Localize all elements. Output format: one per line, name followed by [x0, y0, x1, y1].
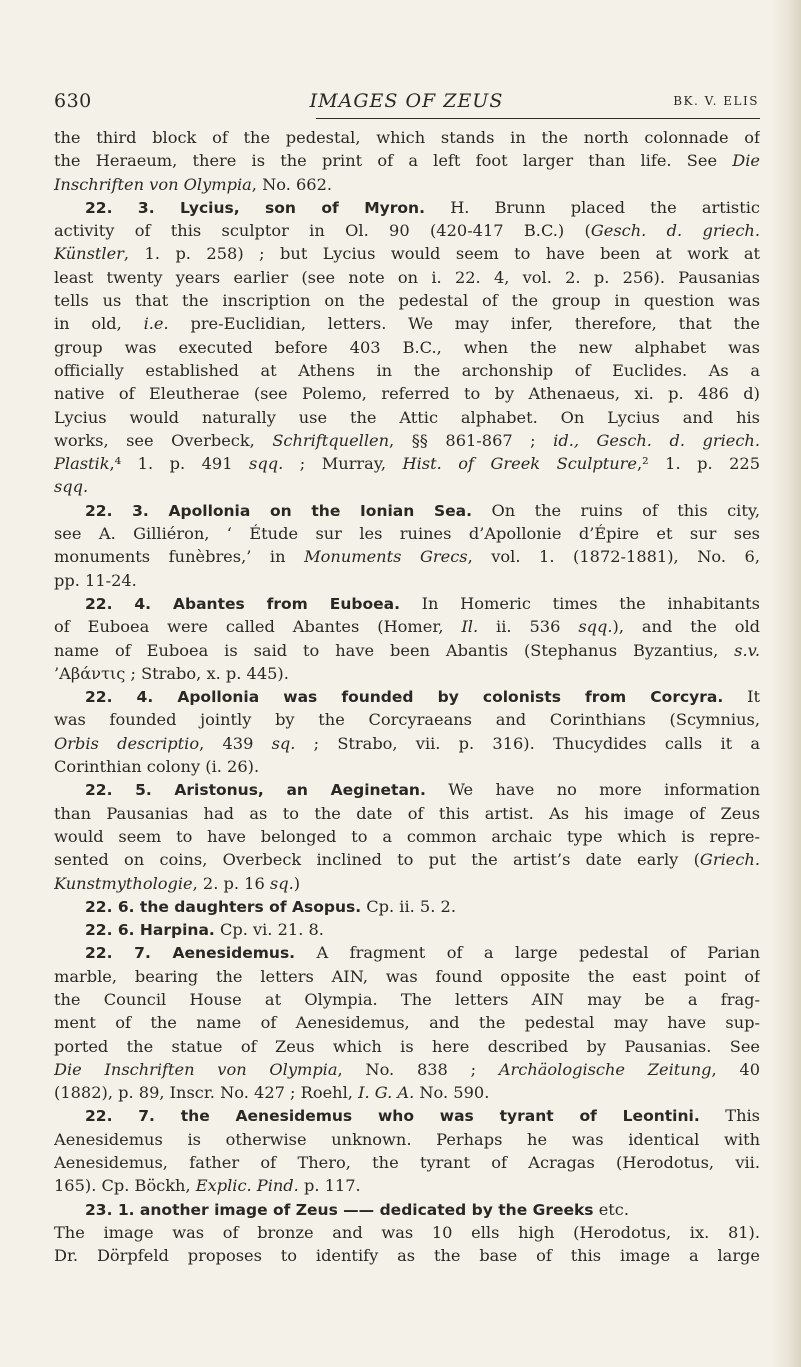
text-line — [54, 778, 760, 801]
italic-citation: Schriftquellen — [272, 430, 390, 450]
text-line — [54, 569, 760, 592]
text-line — [54, 802, 760, 825]
text-span: The image was of bronze and was 10 ells high (Herodotus, ix. 81). — [54, 1222, 760, 1242]
text-span: marble, bearing the letters AIN, was found opposite the east point of — [54, 966, 760, 986]
note-heading: 22. 6. the daughters of Asopus. — [85, 897, 362, 916]
italic-citation: Künstler — [54, 244, 124, 264]
text-span: Cp. vi. 21. 8. — [214, 920, 324, 940]
text-line — [54, 1174, 760, 1197]
text-span: , 40 — [711, 1059, 760, 1079]
text-span: H. Brunn placed the artistic — [425, 197, 760, 217]
italic-citation: sqq. — [54, 477, 89, 497]
text-line — [54, 941, 760, 964]
text-line — [54, 545, 760, 568]
note-heading: 22. 6. Harpina. — [85, 921, 215, 940]
note-heading: 22. 3. Apollonia on the Ionian Sea. — [85, 501, 473, 520]
text-line — [54, 382, 760, 405]
text-line — [54, 499, 760, 522]
text-span: , vol. 1. (1872-1881), No. 6, — [467, 547, 760, 567]
text-line — [54, 708, 760, 731]
italic-citation: Archäologische Zeitung — [498, 1059, 712, 1079]
italic-citation: sq. — [271, 733, 296, 753]
text-span: see A. Gilliéron, ‘ Étude sur les ruines d’Apollonie d’Épire et sur ses — [54, 524, 760, 544]
text-span: the third block of the pedestal, which stands in the north colonnade of — [54, 128, 760, 147]
running-head — [54, 88, 759, 118]
italic-citation: Die Inschriften von Olympia — [54, 1059, 338, 1079]
text-line — [54, 289, 760, 312]
text-line — [54, 872, 760, 895]
text-span: , 2. p. 16 — [192, 873, 270, 893]
text-span: No. 590. — [414, 1083, 490, 1103]
text-line — [54, 522, 760, 545]
text-line — [54, 685, 760, 708]
text-line — [54, 149, 760, 172]
text-span: officially established at Athens in the archonship of Euclides. As a — [54, 360, 760, 380]
italic-citation: id., Gesch. d. griech. — [553, 430, 760, 450]
text-line — [54, 988, 760, 1011]
text-line — [54, 895, 760, 918]
text-span: ment of the name of Aenesidemus, and the pedestal may have sup- — [54, 1013, 760, 1033]
note-heading: 23. 1. another image of Zeus —— dedicated by the Greeks — [85, 1200, 594, 1219]
text-span: In Homeric times the inhabitants — [399, 593, 760, 613]
text-span: ii. 536 — [478, 617, 579, 637]
text-span: 165). Cp. Böckh, — [54, 1176, 196, 1196]
text-line — [54, 639, 760, 662]
italic-citation: Il. — [461, 617, 479, 637]
italic-citation: Kunstmythologie — [54, 873, 193, 893]
page-edge-shadow — [771, 0, 801, 1367]
italic-citation: sqq. — [578, 617, 613, 637]
text-line — [54, 196, 760, 219]
text-line — [54, 219, 760, 242]
text-span: , No. 838 ; — [337, 1059, 499, 1079]
text-span: , No. 662. — [251, 174, 333, 194]
text-span: We have no more information — [425, 780, 760, 800]
text-span: p. 117. — [298, 1176, 361, 1196]
note-heading: 22. 5. Aristonus, an Aeginetan. — [85, 781, 426, 800]
text-span: On the ruins of this city, — [472, 500, 760, 520]
italic-citation: Monuments Grecs — [304, 547, 468, 567]
text-line — [54, 475, 760, 498]
text-span: activity of this sculptor in Ol. 90 (420-417 B.C.) ( — [54, 221, 591, 241]
text-line — [54, 1198, 760, 1221]
text-span: Corinthian colony (i. 26). — [54, 757, 260, 777]
text-line — [54, 755, 760, 778]
text-line — [54, 266, 760, 289]
text-line — [54, 452, 760, 475]
italic-citation: Die — [732, 151, 760, 171]
text-span: the Heraeum, there is the print of a left foot larger than life. See — [54, 151, 733, 171]
italic-citation: sq. — [269, 873, 294, 893]
note-heading: 22. 7. Aenesidemus. — [85, 944, 296, 963]
italic-citation: Orbis descriptio — [54, 733, 200, 753]
text-line — [54, 848, 760, 871]
text-line — [54, 732, 760, 755]
text-span: , 439 — [199, 733, 272, 753]
text-span: name of Euboea is said to have been Abantis (Stephanus Byzantius, — [54, 640, 735, 660]
italic-citation: I. G. A. — [358, 1083, 415, 1103]
text-span: group was executed before 403 B.C., when the new alphabet was — [54, 337, 760, 357]
header-rule — [316, 118, 760, 119]
text-span: the Council House at Olympia. The letters AIN may be a frag- — [54, 989, 760, 1009]
text-span: ,⁴ 1. p. 491 — [109, 454, 250, 474]
commentary-text — [54, 126, 760, 1268]
running-title: IMAGES OF ZEUS — [309, 90, 504, 112]
note-heading: 22. 7. the Aenesidemus who was tyrant of Leontini. — [85, 1107, 700, 1126]
text-span: in old, — [54, 314, 144, 334]
italic-citation: i.e. — [143, 314, 169, 334]
text-span: works, see Overbeck, — [54, 430, 273, 450]
text-span: pre-Euclidian, letters. We may infer, therefore, that the — [168, 314, 760, 334]
text-line — [54, 1151, 760, 1174]
note-heading: 22. 4. Abantes from Euboea. — [85, 594, 400, 613]
text-line — [54, 1081, 760, 1104]
text-line — [54, 918, 760, 941]
text-span: than Pausanias had as to the date of this artist. As his image of Zeus — [54, 803, 760, 823]
text-span: was founded jointly by the Corcyraeans and Corinthians (Scymnius, — [54, 710, 760, 730]
text-span: ) — [293, 873, 301, 893]
text-span: tells us that the inscription on the pedestal of the group in question was — [54, 291, 760, 311]
text-line — [54, 1244, 760, 1267]
italic-citation: Griech. — [699, 850, 760, 870]
italic-citation: sqq. — [249, 454, 284, 474]
text-span: Aenesidemus is otherwise unknown. Perhaps he was identical with — [54, 1129, 760, 1149]
text-span: native of Eleutherae (see Polemo, referred to by Athenaeus, xi. p. 486 d) — [54, 384, 760, 404]
text-line — [54, 1011, 760, 1034]
note-heading: 22. 4. Apollonia was founded by colonists from Corcyra. — [85, 688, 724, 707]
italic-citation: Explic. Pind. — [195, 1176, 299, 1196]
text-line — [54, 662, 760, 685]
text-line — [54, 1128, 760, 1151]
italic-citation: Hist. of Greek Sculpture — [402, 454, 637, 474]
text-line — [54, 126, 760, 149]
text-line — [54, 1058, 760, 1081]
text-line — [54, 592, 760, 615]
text-span: ; Strabo, vii. p. 316). Thucydides calls it a — [295, 733, 760, 753]
text-line — [54, 429, 760, 452]
text-span: ported the statue of Zeus which is here described by Pausanias. See — [54, 1036, 760, 1056]
text-line — [54, 965, 760, 988]
text-span: (1882), p. 89, Inscr. No. 427 ; Roehl, — [54, 1083, 359, 1103]
text-line — [54, 825, 760, 848]
text-span: A fragment of a large pedestal of Parian — [295, 943, 760, 963]
text-line — [54, 359, 760, 382]
text-span: least twenty years earlier (see note on i. 22. 4, vol. 2. p. 256). Pausanias — [54, 267, 760, 287]
text-span: Dr. Dörpfeld proposes to identify as the base of this image a large — [54, 1246, 760, 1266]
text-span: monuments funèbres,’ in — [54, 547, 305, 567]
text-span: , 1. p. 258) ; but Lycius would seem to have been at work at — [123, 244, 760, 264]
text-line — [54, 173, 760, 196]
text-span: Lycius would naturally use the Attic alphabet. On Lycius and his — [54, 407, 760, 427]
italic-citation: Inschriften von Olympia — [54, 174, 252, 194]
text-line — [54, 242, 760, 265]
text-span: This — [699, 1106, 760, 1126]
text-span: sented on coins, Overbeck inclined to put the artist’s date early ( — [54, 850, 700, 870]
italic-citation: Gesch. d. griech. — [590, 221, 760, 241]
text-span: ’Αβάντις ; Strabo, x. p. 445). — [54, 663, 289, 683]
text-span: ), and the old — [612, 617, 760, 637]
text-span: Cp. ii. 5. 2. — [361, 896, 456, 916]
running-section: BK. V. ELIS — [673, 94, 759, 108]
italic-citation: Plastik — [54, 454, 110, 474]
text-span: would seem to have belonged to a common archaic type which is repre- — [54, 826, 760, 846]
text-line — [54, 336, 760, 359]
text-span: etc. — [593, 1199, 629, 1219]
text-line — [54, 615, 760, 638]
text-span: It — [723, 687, 760, 707]
text-span: of Euboea were called Abantes (Homer, — [54, 617, 462, 637]
text-span: pp. 11-24. — [54, 570, 137, 590]
text-line — [54, 1221, 760, 1244]
text-line — [54, 1035, 760, 1058]
italic-citation: s.v. — [734, 640, 760, 660]
text-span: Aenesidemus, father of Thero, the tyrant of Acragas (Herodotus, vii. — [54, 1153, 760, 1173]
text-span: , §§ 861-867 ; — [389, 430, 554, 450]
text-line — [54, 1104, 760, 1127]
text-span: ; Murray, — [283, 454, 403, 474]
text-line — [54, 406, 760, 429]
text-line — [54, 312, 760, 335]
note-heading: 22. 3. Lycius, son of Myron. — [85, 198, 425, 217]
text-span: ,² 1. p. 225 — [637, 454, 760, 474]
page-number: 630 — [54, 90, 92, 112]
